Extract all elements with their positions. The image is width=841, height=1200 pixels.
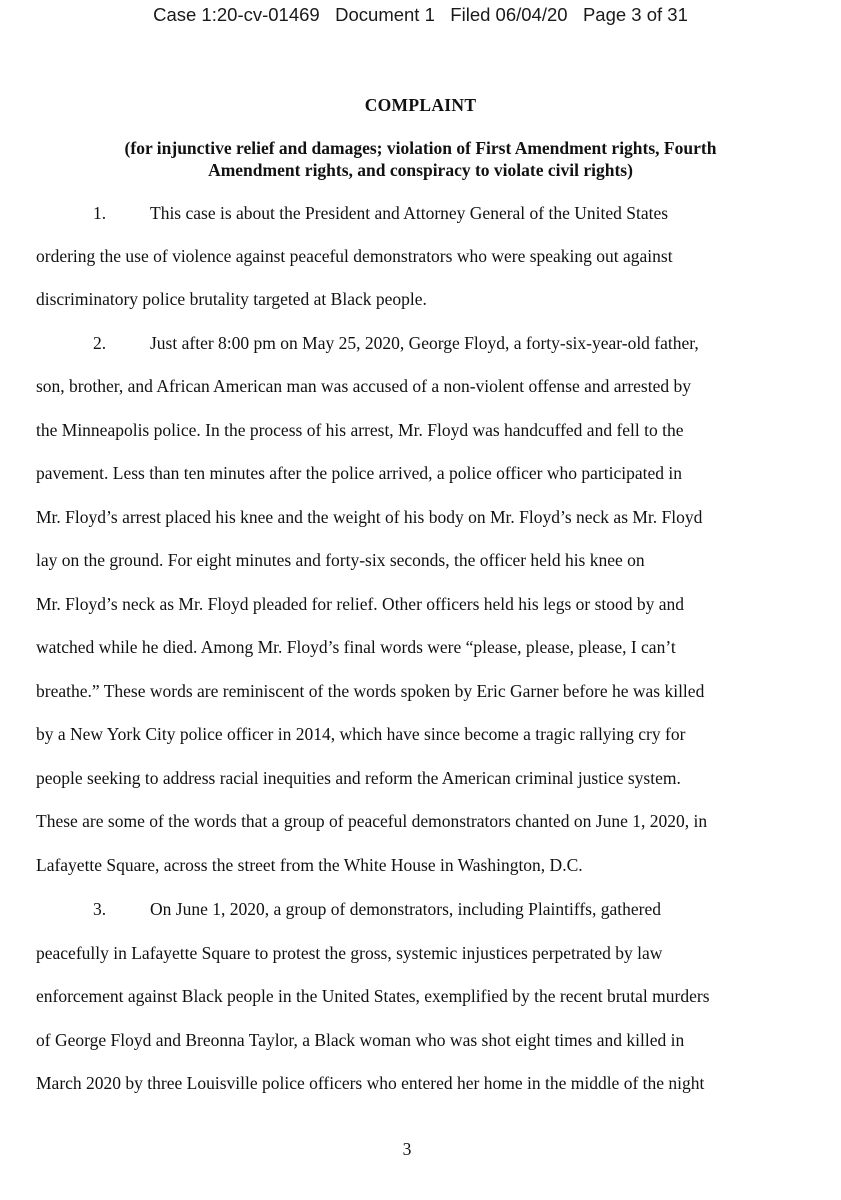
paragraph-line: enforcement against Black people in the United States, exemplified by the recent brutal murders (36, 986, 710, 1006)
paragraph-line: This case is about the President and Attorney General of the United States (150, 203, 669, 223)
page-number: 3 (402, 1139, 412, 1159)
subtitle-line: (for injunctive relief and damages; violation of First Amendment rights, Fourth (124, 138, 717, 158)
paragraph-line: On June 1, 2020, a group of demonstrators, including Plaintiffs, gathered (150, 899, 661, 919)
paragraph-line: March 2020 by three Louisville police officers who entered her home in the middle of the night (36, 1073, 705, 1093)
paragraph-line: Just after 8:00 pm on May 25, 2020, George Floyd, a forty-six-year-old father, (150, 333, 699, 353)
paragraph-line: Mr. Floyd’s neck as Mr. Floyd pleaded for relief. Other officers held his legs or stood by and (36, 594, 685, 614)
paragraph-line: ordering the use of violence against peaceful demonstrators who were speaking out against (36, 246, 673, 266)
paragraph-number: 1. (93, 203, 107, 223)
document-title: COMPLAINT (364, 95, 477, 115)
paragraph-line: Mr. Floyd’s arrest placed his knee and the weight of his body on Mr. Floyd’s neck as Mr. Floyd (36, 507, 703, 527)
subtitle-line: Amendment rights, and conspiracy to violate civil rights) (208, 160, 633, 180)
paragraph-line: of George Floyd and Breonna Taylor, a Black woman who was shot eight times and killed in (36, 1030, 685, 1050)
paragraph-line: Lafayette Square, across the street from the White House in Washington, D.C. (36, 855, 583, 875)
paragraph-line: discriminatory police brutality targeted at Black people. (36, 289, 427, 309)
paragraph-line: peacefully in Lafayette Square to protest the gross, systemic injustices perpetrated by law (36, 943, 663, 963)
paragraph-line: These are some of the words that a group of peaceful demonstrators chanted on June 1, 2020, in (36, 811, 708, 831)
case-header: Case 1:20-cv-01469 Document 1 Filed 06/04/20 Page 3 of 31 (153, 4, 688, 25)
paragraph-line: by a New York City police officer in 2014, which have since become a tragic rallying cry for (36, 724, 686, 744)
paragraph-line: lay on the ground. For eight minutes and forty-six seconds, the officer held his knee on (36, 550, 645, 570)
paragraph-line: people seeking to address racial inequities and reform the American criminal justice system. (36, 768, 681, 788)
paragraph-line: son, brother, and African American man was accused of a non-violent offense and arrested by (36, 376, 691, 396)
paragraph-line: pavement. Less than ten minutes after the police arrived, a police officer who participated in (36, 463, 682, 483)
document-subtitle (60, 137, 781, 181)
paragraph-line: watched while he died. Among Mr. Floyd’s final words were “please, please, please, I can’t (36, 637, 676, 657)
paragraph-number: 3. (93, 899, 107, 919)
paragraph-number: 2. (93, 333, 107, 353)
paragraph-line: breathe.” These words are reminiscent of the words spoken by Eric Garner before he was killed (36, 681, 705, 701)
paragraph-line: the Minneapolis police. In the process of his arrest, Mr. Floyd was handcuffed and fell to the (36, 420, 684, 440)
